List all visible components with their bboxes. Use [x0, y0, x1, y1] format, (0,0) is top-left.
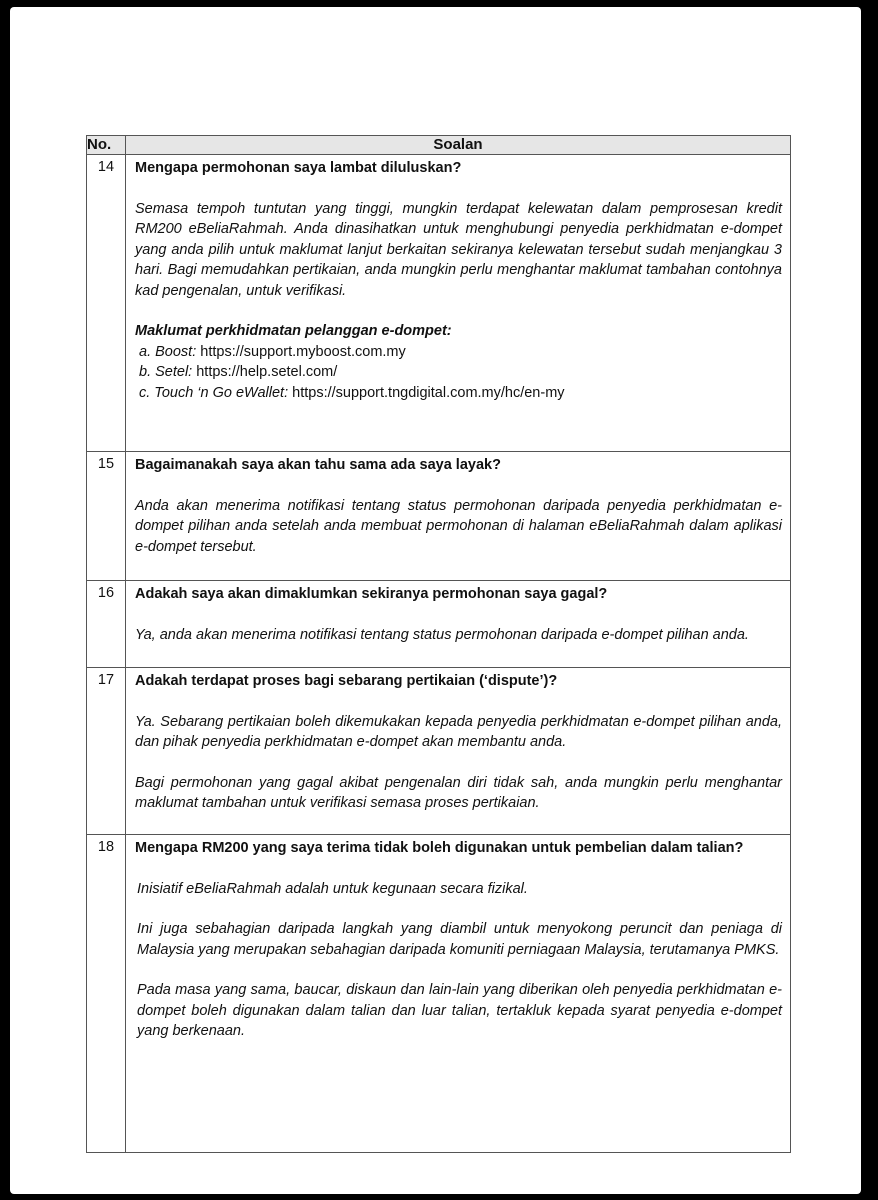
- header-no: No.: [87, 136, 126, 155]
- link-label: a. Boost:: [139, 343, 197, 360]
- support-links-list: [135, 342, 782, 404]
- question-text: Mengapa permohonan saya lambat diluluskan?: [135, 160, 462, 176]
- row-content: [126, 835, 791, 1153]
- row-number: 17: [87, 668, 126, 835]
- row-content: [126, 452, 791, 581]
- answer-text: Semasa tempoh tuntutan yang tinggi, mungkin terdapat kelewatan dalam pemprosesan kredit RM200 eBeliaRahmah. Anda dinasihatkan untuk menghubungi penyedia perkhidmatan e-dompet yang anda pilih untuk maklumat lanjut berkaitan sekiranya kelewatan tersebut sudah menjangkau 3 hari. Bagi memudahkan pertikaian, anda mungkin perlu menghantar maklumat tambahan contohnya kad pengenalan, untuk verifikasi.: [135, 200, 782, 299]
- table-row: [87, 668, 791, 835]
- row-number: 14: [87, 155, 126, 452]
- row-content: [126, 668, 791, 835]
- support-link-tng[interactable]: https://support.tngdigital.com.my/hc/en-my: [292, 384, 565, 401]
- row-number: 16: [87, 581, 126, 668]
- support-link-boost[interactable]: https://support.myboost.com.my: [200, 343, 406, 360]
- list-item: [139, 383, 782, 404]
- answer-text: Ya. Sebarang pertikaian boleh dikemukakan kepada penyedia perkhidmatan e-dompet pilihan anda, dan pihak penyedia perkhidmatan e-dompet akan membantu anda.: [135, 713, 782, 750]
- document-page: [10, 7, 861, 1194]
- question-text: Mengapa RM200 yang saya terima tidak boleh digunakan untuk pembelian dalam talian?: [135, 840, 744, 856]
- link-label: c. Touch ‘n Go eWallet:: [139, 384, 289, 401]
- table-row: [87, 452, 791, 581]
- question-text: Adakah saya akan dimaklumkan sekiranya permohonan saya gagal?: [135, 586, 608, 602]
- answer-text: Inisiatif eBeliaRahmah adalah untuk kegunaan secara fizikal.: [137, 880, 528, 897]
- row-number: 15: [87, 452, 126, 581]
- answer-text: Bagi permohonan yang gagal akibat pengenalan diri tidak sah, anda mungkin perlu menghantar maklumat tambahan untuk verifikasi semasa proses pertikaian.: [135, 774, 782, 811]
- answer-text: Ya, anda akan menerima notifikasi tentang status permohonan daripada e-dompet pilihan anda.: [135, 626, 749, 643]
- support-link-setel[interactable]: https://help.setel.com/: [196, 364, 338, 380]
- question-text: Bagaimanakah saya akan tahu sama ada saya layak?: [135, 457, 501, 473]
- header-soalan: Soalan: [126, 136, 791, 155]
- list-item: [139, 362, 782, 383]
- question-text: Adakah terdapat proses bagi sebarang pertikaian (‘dispute’)?: [135, 673, 558, 689]
- answer-text: Pada masa yang sama, baucar, diskaun dan lain-lain yang diberikan oleh penyedia perkhidmatan e-dompet boleh digunakan dalam talian dan luar talian, tertakluk kepada syarat penyedia e-dompet yang berkenaan.: [137, 982, 782, 1039]
- answer-text: Anda akan menerima notifikasi tentang status permohonan daripada penyedia perkhidmatan e-dompet pilihan anda setelah anda membuat permohonan di halaman eBeliaRahmah dalam aplikasi e-dompet tersebut.: [135, 497, 782, 555]
- row-content: [126, 581, 791, 668]
- link-label: b. Setel:: [139, 364, 193, 380]
- table-row: [87, 581, 791, 668]
- row-number: 18: [87, 835, 126, 1153]
- customer-service-heading: Maklumat perkhidmatan pelanggan e-dompet:: [135, 323, 452, 339]
- table-row: [87, 155, 791, 452]
- list-item: [139, 342, 782, 363]
- row-content: [126, 155, 791, 452]
- answer-text: Ini juga sebahagian daripada langkah yang diambil untuk menyokong peruncit dan peniaga di Malaysia yang merupakan sebahagian daripada komuniti perniagaan Malaysia, terutamanya PMKS.: [137, 921, 782, 958]
- table-header-row: [87, 136, 791, 155]
- faq-table: [86, 135, 791, 1153]
- table-row: [87, 835, 791, 1153]
